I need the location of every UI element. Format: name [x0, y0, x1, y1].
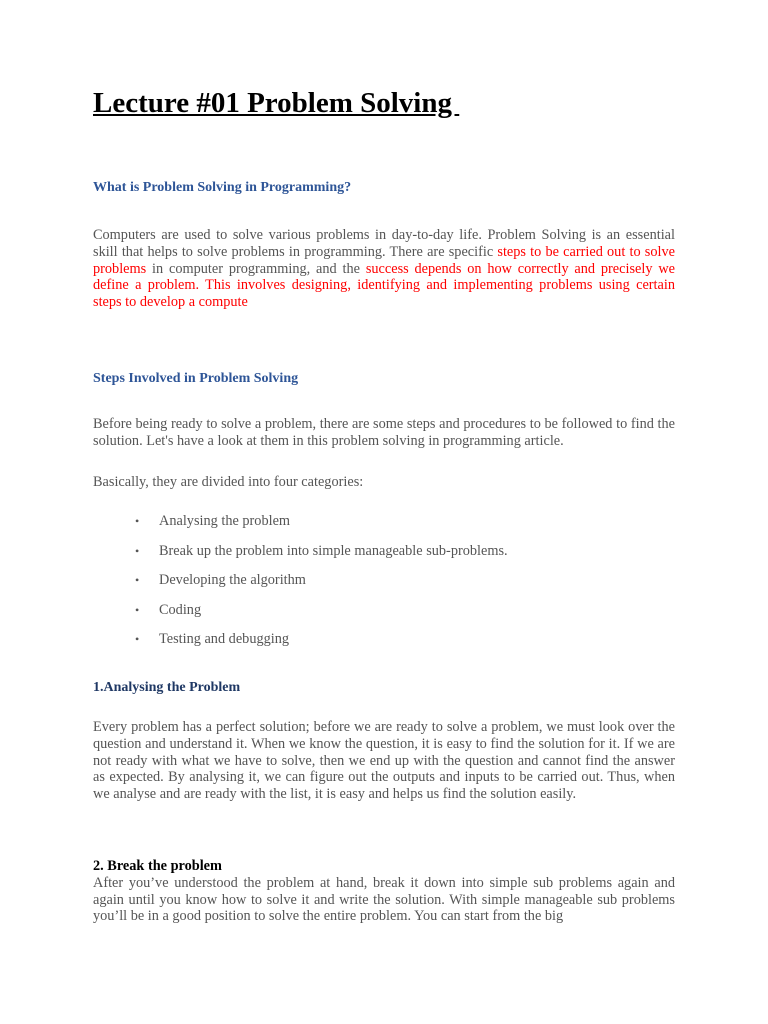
list-item: [93, 602, 508, 632]
intro-highlight-steps: steps to be carried out to solve problems: [93, 243, 675, 277]
list-item-text: Testing and debugging: [159, 631, 290, 647]
list-item: [93, 631, 508, 661]
page-title: Lecture #01 Problem Solving: [93, 87, 460, 119]
steps-list: [93, 513, 508, 661]
list-item-text: Coding: [159, 601, 202, 618]
section-heading-what-is-problem-solving: What is Problem Solving in Programming?: [93, 180, 352, 195]
bullet-icon: •: [135, 543, 140, 558]
list-item: [93, 572, 508, 602]
section-break-problem: [93, 858, 675, 925]
list-item: [93, 513, 508, 543]
section-heading-steps-involved: Steps Involved in Problem Solving: [93, 371, 299, 386]
paragraph-analysing: Every problem has a perfect solution; before we are ready to solve a problem, we must look over the question and understand it. When we know the question, it is easy to find the solution for it. If we are not ready with what we have to solve, then we end up with the question and cannot find the answer as expected. By analysing it, we can figure out the outputs and inputs to be carried out. Thus, when we analyse and are ready with the list, it is easy and helps us find the solution easily.: [93, 719, 675, 803]
intro-highlight-success: success depends on how correctly and precisely we define a problem. This involves designing, identifying and implementing problems using certain steps to develop a compute: [93, 260, 675, 311]
list-item-text: Analysing the problem: [159, 513, 291, 529]
bullet-icon: •: [135, 632, 140, 646]
paragraph-break-problem: After you’ve understood the problem at hand, break it down into simple sub problems again and again until you know how to solve it and write the solution. With simple manageable sub problems you’ll be in a good position to solve the entire problem. You can start from the big: [93, 874, 675, 925]
paragraph-steps-intro: Before being ready to solve a problem, there are some steps and procedures to be followed to find the solution. Let's have a look at them in this problem solving in programming article.: [93, 416, 675, 449]
paragraph-categories: Basically, they are divided into four categories:: [93, 474, 364, 490]
paragraph-intro: [93, 227, 675, 311]
intro-text-a: Computers are used to solve various problems in day-to-day life. Problem Solving is an essential skill that helps to solve problems in programming. There are specific: [93, 227, 675, 260]
bullet-icon: •: [135, 514, 140, 528]
list-item: [93, 543, 508, 573]
list-item-text: Break up the problem into simple manageable sub-problems.: [159, 542, 508, 559]
list-item-text: Developing the algorithm: [159, 572, 306, 588]
section-heading-analysing-problem: 1.Analysing the Problem: [93, 680, 241, 695]
section-heading-break-problem: 2. Break the problem: [93, 858, 222, 874]
bullet-icon: •: [135, 602, 140, 617]
bullet-icon: •: [135, 573, 140, 587]
intro-text-b: in computer programming, and the: [146, 260, 366, 277]
